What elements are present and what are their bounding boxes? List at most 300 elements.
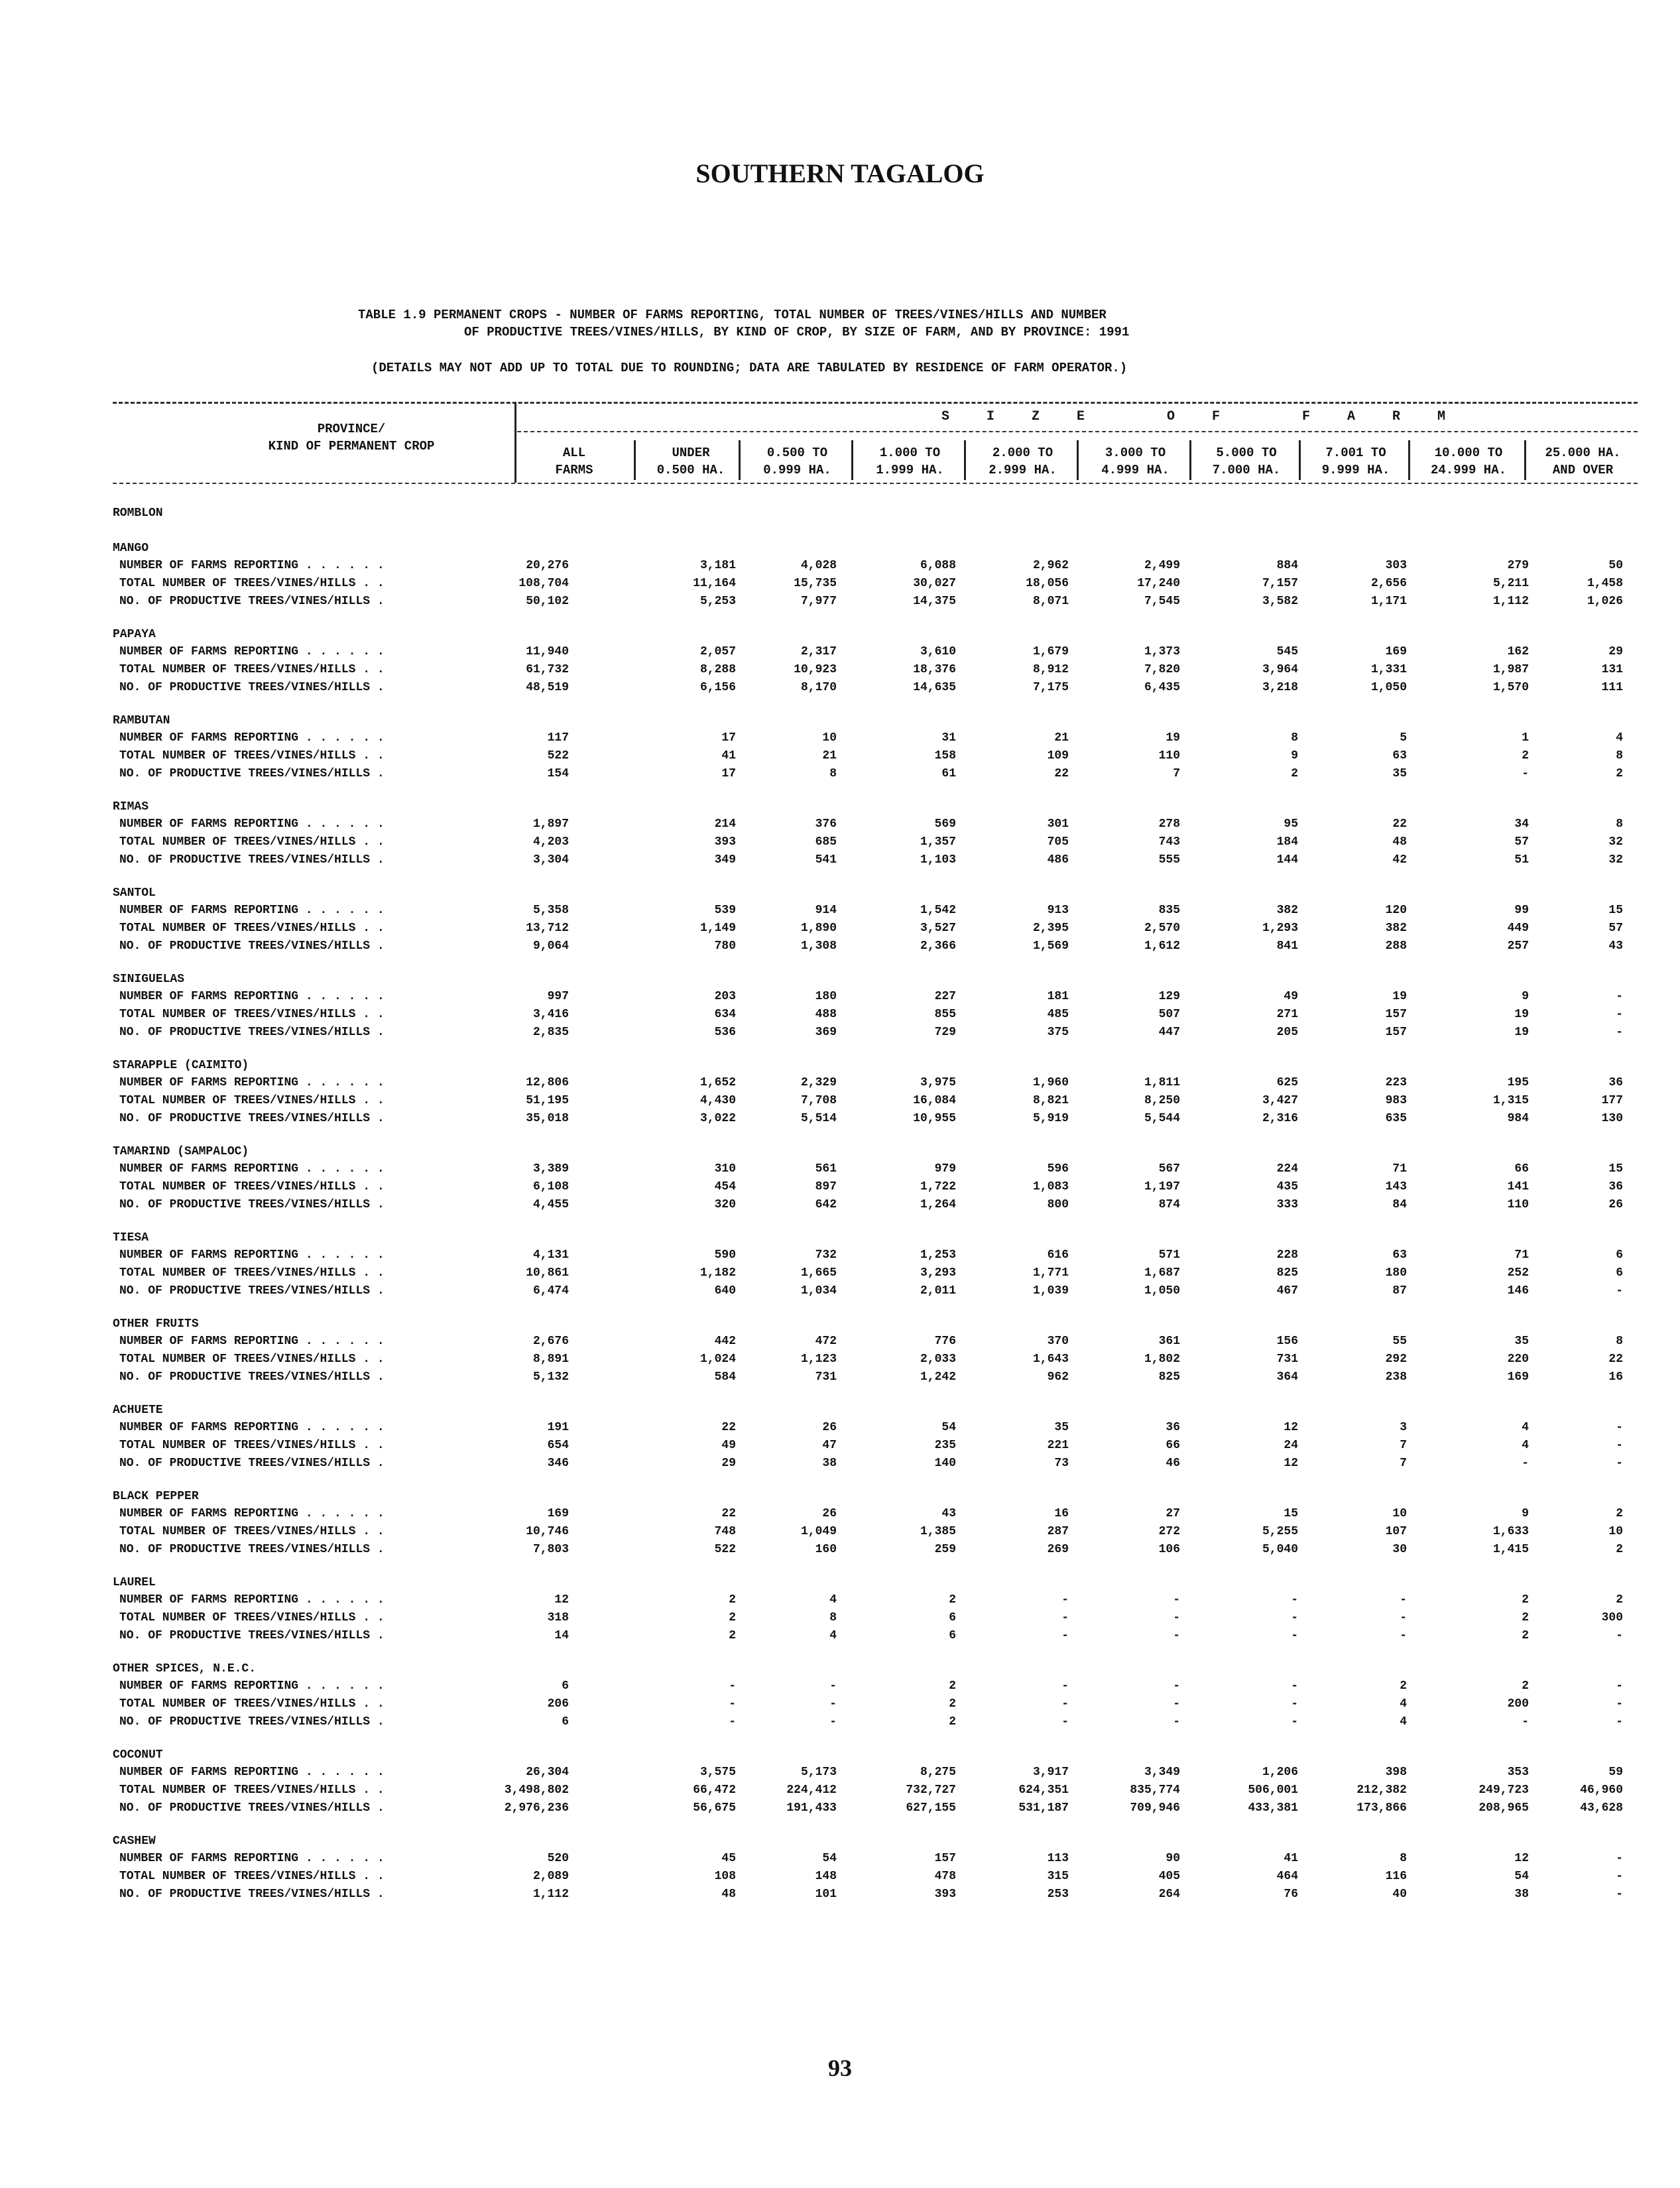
table-cell: 2,976,236 bbox=[504, 1801, 569, 1815]
table-cell: 6,435 bbox=[1144, 681, 1180, 694]
table-cell: 310 bbox=[714, 1162, 736, 1176]
table-cell: 6,474 bbox=[532, 1284, 569, 1298]
table-cell: 2 bbox=[1291, 767, 1298, 780]
table-cell: - bbox=[729, 1679, 736, 1693]
table-cell: 2 bbox=[949, 1715, 956, 1729]
table-cell: 979 bbox=[934, 1162, 956, 1176]
table-cell: 627,155 bbox=[906, 1801, 956, 1815]
table-cell: 3,610 bbox=[920, 645, 956, 658]
table-cell: 2,656 bbox=[1370, 577, 1407, 590]
table-cell: 442 bbox=[714, 1335, 736, 1348]
table-cell: 29 bbox=[721, 1457, 736, 1470]
row-label: NUMBER OF FARMS REPORTING . . . . . . bbox=[119, 559, 385, 572]
table-cell: 1,458 bbox=[1587, 577, 1623, 590]
table-cell: 36 bbox=[1608, 1180, 1623, 1193]
crop-block bbox=[113, 626, 1638, 697]
table-cell: 8,250 bbox=[1144, 1094, 1180, 1107]
column-header-10-line2: AND OVER bbox=[1552, 463, 1614, 477]
crop-block bbox=[113, 1746, 1638, 1817]
table-cell: 984 bbox=[1507, 1112, 1529, 1125]
table-cell: 376 bbox=[815, 818, 837, 831]
table-cell: - bbox=[1061, 1697, 1069, 1711]
table-cell: 539 bbox=[714, 904, 736, 917]
table-cell: - bbox=[1616, 1457, 1623, 1470]
table-cell: 731 bbox=[1276, 1353, 1298, 1366]
table-cell: 2 bbox=[1616, 767, 1623, 780]
table-cell: - bbox=[729, 1715, 736, 1729]
table-cell: 57 bbox=[1514, 835, 1529, 849]
table-cell: 154 bbox=[547, 767, 569, 780]
table-cell: 1,039 bbox=[1032, 1284, 1069, 1298]
table-row bbox=[113, 851, 1638, 869]
table-cell: - bbox=[1616, 1421, 1623, 1434]
table-cell: - bbox=[1522, 1457, 1529, 1470]
table-cell: 7 bbox=[1400, 1457, 1407, 1470]
table-cell: 488 bbox=[815, 1008, 837, 1021]
table-cell: 38 bbox=[1514, 1888, 1529, 1901]
table-cell: 1,083 bbox=[1032, 1180, 1069, 1193]
table-cell: 157 bbox=[934, 1852, 956, 1865]
column-divider bbox=[851, 440, 853, 480]
table-cell: 825 bbox=[1276, 1266, 1298, 1280]
row-label: TOTAL NUMBER OF TREES/VINES/HILLS . . bbox=[119, 835, 385, 849]
row-label: NO. OF PRODUCTIVE TREES/VINES/HILLS . bbox=[119, 1801, 385, 1815]
table-cell: 129 bbox=[1158, 990, 1180, 1003]
table-cell: 4,131 bbox=[532, 1248, 569, 1262]
table-cell: - bbox=[1291, 1679, 1298, 1693]
table-cell: 109 bbox=[1047, 749, 1069, 762]
table-row bbox=[113, 1782, 1638, 1799]
row-label: NO. OF PRODUCTIVE TREES/VINES/HILLS . bbox=[119, 1629, 385, 1642]
table-cell: - bbox=[829, 1697, 837, 1711]
table-title-line2: OF PRODUCTIVE TREES/VINES/HILLS, BY KIND OF CROP, BY SIZE OF FARM, AND BY PROVINCE: 1991 bbox=[464, 325, 1130, 339]
table-cell: 50,102 bbox=[526, 595, 569, 608]
table-row bbox=[113, 1591, 1638, 1609]
table-cell: 2,057 bbox=[699, 645, 736, 658]
table-cell: 2 bbox=[949, 1593, 956, 1607]
table-cell: 63 bbox=[1392, 1248, 1407, 1262]
table-cell: 1,103 bbox=[920, 853, 956, 867]
table-cell: - bbox=[1616, 1629, 1623, 1642]
table-cell: 8 bbox=[1400, 1852, 1407, 1865]
table-cell: 4,455 bbox=[532, 1198, 569, 1211]
table-cell: 705 bbox=[1047, 835, 1069, 849]
table-cell: 1,024 bbox=[699, 1353, 736, 1366]
table-cell: 485 bbox=[1047, 1008, 1069, 1021]
table-row bbox=[113, 765, 1638, 783]
table-cell: 2,676 bbox=[532, 1335, 569, 1348]
table-cell: 1,308 bbox=[800, 940, 837, 953]
column-header-2-line2: 0.500 HA. bbox=[656, 463, 725, 477]
table-cell: 1,026 bbox=[1587, 595, 1623, 608]
table-cell: 567 bbox=[1158, 1162, 1180, 1176]
table-cell: 2 bbox=[1522, 1679, 1529, 1693]
table-cell: 107 bbox=[1385, 1525, 1407, 1538]
table-cell: 212,382 bbox=[1356, 1784, 1407, 1797]
table-cell: 454 bbox=[714, 1180, 736, 1193]
table-cell: - bbox=[1616, 990, 1623, 1003]
table-cell: 84 bbox=[1392, 1198, 1407, 1211]
stub-divider bbox=[514, 402, 516, 483]
crop-name: SANTOL bbox=[113, 886, 156, 900]
table-cell: 7,175 bbox=[1032, 681, 1069, 694]
table-cell: 364 bbox=[1276, 1370, 1298, 1384]
table-cell: - bbox=[1173, 1715, 1180, 1729]
table-cell: 22 bbox=[1392, 818, 1407, 831]
table-cell: - bbox=[1291, 1697, 1298, 1711]
table-cell: 5,358 bbox=[532, 904, 569, 917]
table-row bbox=[113, 747, 1638, 765]
table-cell: 20,276 bbox=[526, 559, 569, 572]
column-divider bbox=[739, 440, 741, 480]
table-cell: 584 bbox=[714, 1370, 736, 1384]
table-cell: 66 bbox=[1166, 1439, 1180, 1452]
table-cell: 1,385 bbox=[920, 1525, 956, 1538]
row-label: NO. OF PRODUCTIVE TREES/VINES/HILLS . bbox=[119, 595, 385, 608]
column-divider bbox=[1408, 440, 1410, 480]
crop-name: RAMBUTAN bbox=[113, 714, 170, 727]
province-name: ROMBLON bbox=[113, 507, 163, 520]
row-label: TOTAL NUMBER OF TREES/VINES/HILLS . . bbox=[119, 1870, 385, 1883]
column-header-2-line1: UNDER bbox=[672, 446, 710, 460]
table-cell: 841 bbox=[1276, 940, 1298, 953]
table-cell: 2 bbox=[1616, 1507, 1623, 1520]
table-cell: 36 bbox=[1166, 1421, 1180, 1434]
row-label: NUMBER OF FARMS REPORTING . . . . . . bbox=[119, 1421, 385, 1434]
column-header-3-line2: 0.999 HA. bbox=[763, 463, 831, 477]
table-cell: 253 bbox=[1047, 1888, 1069, 1901]
table-cell: 169 bbox=[547, 1507, 569, 1520]
table-cell: 2,316 bbox=[1262, 1112, 1298, 1125]
table-row bbox=[113, 1850, 1638, 1868]
table-cell: 4 bbox=[1522, 1421, 1529, 1434]
table-cell: 6 bbox=[949, 1629, 956, 1642]
table-cell: 191,433 bbox=[786, 1801, 837, 1815]
table-cell: 1,206 bbox=[1262, 1766, 1298, 1779]
table-cell: 561 bbox=[815, 1162, 837, 1176]
table-row bbox=[113, 1523, 1638, 1541]
table-cell: 1,570 bbox=[1492, 681, 1529, 694]
table-row bbox=[113, 1799, 1638, 1817]
table-cell: 2 bbox=[1522, 1629, 1529, 1642]
table-cell: 22 bbox=[721, 1421, 736, 1434]
table-cell: 1,242 bbox=[920, 1370, 956, 1384]
table-row bbox=[113, 1110, 1638, 1128]
table-cell: 15 bbox=[1284, 1507, 1298, 1520]
table-row bbox=[113, 1541, 1638, 1559]
table-cell: 45 bbox=[721, 1852, 736, 1865]
table-cell: 1,197 bbox=[1144, 1180, 1180, 1193]
table-cell: 507 bbox=[1158, 1008, 1180, 1021]
table-cell: 315 bbox=[1047, 1870, 1069, 1883]
column-header-4-line2: 1.999 HA. bbox=[876, 463, 944, 477]
table-cell: 5,255 bbox=[1262, 1525, 1298, 1538]
table-cell: 393 bbox=[934, 1888, 956, 1901]
table-row bbox=[113, 1505, 1638, 1523]
table-cell: 144 bbox=[1276, 853, 1298, 867]
crop-block bbox=[113, 1574, 1638, 1645]
table-row bbox=[113, 1886, 1638, 1904]
crop-block bbox=[113, 1315, 1638, 1386]
table-row bbox=[113, 661, 1638, 679]
table-cell: 173,866 bbox=[1356, 1801, 1407, 1815]
table-cell: 177 bbox=[1601, 1094, 1623, 1107]
header-top-rule bbox=[113, 402, 1638, 404]
table-cell: 1,890 bbox=[800, 922, 837, 935]
table-cell: 12 bbox=[554, 1593, 569, 1607]
table-cell: 41 bbox=[721, 749, 736, 762]
table-cell: 1,112 bbox=[1492, 595, 1529, 608]
table-cell: 3,427 bbox=[1262, 1094, 1298, 1107]
table-cell: 9 bbox=[1522, 1507, 1529, 1520]
table-cell: 224,412 bbox=[786, 1784, 837, 1797]
table-cell: 292 bbox=[1385, 1353, 1407, 1366]
table-cell: - bbox=[1173, 1629, 1180, 1642]
table-cell: 17,240 bbox=[1137, 577, 1180, 590]
table-cell: 32 bbox=[1608, 853, 1623, 867]
table-cell: 1,987 bbox=[1492, 663, 1529, 676]
table-cell: 1,123 bbox=[800, 1353, 837, 1366]
table-cell: 914 bbox=[815, 904, 837, 917]
table-cell: 1,612 bbox=[1144, 940, 1180, 953]
table-cell: 158 bbox=[934, 749, 956, 762]
row-label: TOTAL NUMBER OF TREES/VINES/HILLS . . bbox=[119, 1611, 385, 1624]
table-cell: 478 bbox=[934, 1870, 956, 1883]
table-cell: 3,022 bbox=[699, 1112, 736, 1125]
table-cell: 2,570 bbox=[1144, 922, 1180, 935]
table-cell: 48 bbox=[1392, 835, 1407, 849]
table-cell: 19 bbox=[1392, 990, 1407, 1003]
table-cell: 162 bbox=[1507, 645, 1529, 658]
table-cell: 8,275 bbox=[920, 1766, 956, 1779]
table-cell: 35,018 bbox=[526, 1112, 569, 1125]
table-cell: 433,381 bbox=[1248, 1801, 1298, 1815]
table-cell: 38 bbox=[822, 1457, 837, 1470]
header-bottom-rule bbox=[113, 483, 1638, 484]
table-cell: 642 bbox=[815, 1198, 837, 1211]
row-label: NO. OF PRODUCTIVE TREES/VINES/HILLS . bbox=[119, 767, 385, 780]
table-cell: - bbox=[1173, 1611, 1180, 1624]
table-cell: 10,746 bbox=[526, 1525, 569, 1538]
table-cell: 835,774 bbox=[1130, 1784, 1180, 1797]
table-cell: 2,366 bbox=[920, 940, 956, 953]
table-cell: - bbox=[1400, 1593, 1407, 1607]
column-header-5-line1: 2.000 TO bbox=[992, 446, 1053, 460]
table-row bbox=[113, 1074, 1638, 1092]
table-cell: 1,264 bbox=[920, 1198, 956, 1211]
table-cell: 1,293 bbox=[1262, 922, 1298, 935]
table-cell: 353 bbox=[1507, 1766, 1529, 1779]
table-cell: 5,132 bbox=[532, 1370, 569, 1384]
table-cell: 36 bbox=[1608, 1076, 1623, 1089]
column-header-9-line1: 10.000 TO bbox=[1434, 446, 1503, 460]
table-cell: 3,498,802 bbox=[504, 1784, 569, 1797]
column-header-7-line1: 5.000 TO bbox=[1216, 446, 1277, 460]
table-cell: 12 bbox=[1514, 1852, 1529, 1865]
table-cell: - bbox=[1616, 1715, 1623, 1729]
table-cell: 1,679 bbox=[1032, 645, 1069, 658]
table-cell: 55 bbox=[1392, 1335, 1407, 1348]
crop-block bbox=[113, 1402, 1638, 1473]
table-cell: 12 bbox=[1284, 1457, 1298, 1470]
crop-block bbox=[113, 1660, 1638, 1731]
table-cell: 180 bbox=[815, 990, 837, 1003]
table-cell: - bbox=[1173, 1593, 1180, 1607]
row-label: TOTAL NUMBER OF TREES/VINES/HILLS . . bbox=[119, 1180, 385, 1193]
table-cell: 590 bbox=[714, 1248, 736, 1262]
row-label: TOTAL NUMBER OF TREES/VINES/HILLS . . bbox=[119, 749, 385, 762]
table-cell: 9 bbox=[1522, 990, 1529, 1003]
table-cell: 541 bbox=[815, 853, 837, 867]
table-cell: 467 bbox=[1276, 1284, 1298, 1298]
table-cell: 1,722 bbox=[920, 1180, 956, 1193]
crop-block bbox=[113, 884, 1638, 955]
table-cell: - bbox=[1616, 1679, 1623, 1693]
table-cell: 19 bbox=[1514, 1026, 1529, 1039]
table-cell: 4 bbox=[829, 1593, 837, 1607]
table-cell: 2,317 bbox=[800, 645, 837, 658]
table-cell: 8 bbox=[829, 1611, 837, 1624]
table-cell: 449 bbox=[1507, 922, 1529, 935]
table-cell: 520 bbox=[547, 1852, 569, 1865]
table-cell: 49 bbox=[721, 1439, 736, 1452]
table-cell: 22 bbox=[1054, 767, 1069, 780]
crop-block bbox=[113, 1833, 1638, 1904]
table-cell: 35 bbox=[1054, 1421, 1069, 1434]
table-cell: 46,960 bbox=[1580, 1784, 1623, 1797]
table-cell: - bbox=[1061, 1611, 1069, 1624]
table-cell: 1,112 bbox=[532, 1888, 569, 1901]
table-cell: 6 bbox=[562, 1679, 569, 1693]
row-label: NUMBER OF FARMS REPORTING . . . . . . bbox=[119, 904, 385, 917]
table-cell: 30,027 bbox=[913, 577, 956, 590]
table-cell: 303 bbox=[1385, 559, 1407, 572]
table-cell: 8 bbox=[1291, 731, 1298, 745]
table-cell: 7,708 bbox=[800, 1094, 837, 1107]
table-cell: 1,771 bbox=[1032, 1266, 1069, 1280]
crop-name: ACHUETE bbox=[113, 1404, 163, 1417]
table-row bbox=[113, 1713, 1638, 1731]
row-label: NO. OF PRODUCTIVE TREES/VINES/HILLS . bbox=[119, 1284, 385, 1298]
table-cell: - bbox=[1616, 1852, 1623, 1865]
table-cell: 2 bbox=[1400, 1679, 1407, 1693]
table-cell: - bbox=[1291, 1629, 1298, 1642]
table-cell: 370 bbox=[1047, 1335, 1069, 1348]
table-cell: 3 bbox=[1400, 1421, 1407, 1434]
table-cell: - bbox=[829, 1715, 837, 1729]
table-cell: 238 bbox=[1385, 1370, 1407, 1384]
column-divider bbox=[1524, 440, 1526, 480]
table-cell: - bbox=[1616, 1439, 1623, 1452]
table-cell: 1,357 bbox=[920, 835, 956, 849]
table-cell: 10 bbox=[1392, 1507, 1407, 1520]
table-cell: 249,723 bbox=[1478, 1784, 1529, 1797]
table-cell: - bbox=[1616, 1008, 1623, 1021]
table-cell: 729 bbox=[934, 1026, 956, 1039]
table-cell: 31 bbox=[941, 731, 956, 745]
table-cell: 897 bbox=[815, 1180, 837, 1193]
table-cell: 776 bbox=[934, 1335, 956, 1348]
table-row bbox=[113, 575, 1638, 593]
table-cell: 8,912 bbox=[1032, 663, 1069, 676]
table-cell: 257 bbox=[1507, 940, 1529, 953]
table-cell: 8,288 bbox=[699, 663, 736, 676]
row-label: NUMBER OF FARMS REPORTING . . . . . . bbox=[119, 1076, 385, 1089]
table-cell: 1,652 bbox=[699, 1076, 736, 1089]
table-cell: 76 bbox=[1284, 1888, 1298, 1901]
table-cell: 29 bbox=[1608, 645, 1623, 658]
table-cell: 624,351 bbox=[1018, 1784, 1069, 1797]
crop-name: OTHER SPICES, N.E.C. bbox=[113, 1662, 257, 1675]
table-row bbox=[113, 833, 1638, 851]
table-cell: 983 bbox=[1385, 1094, 1407, 1107]
table-cell: 536 bbox=[714, 1026, 736, 1039]
table-row bbox=[113, 1092, 1638, 1110]
table-row bbox=[113, 729, 1638, 747]
table-cell: 279 bbox=[1507, 559, 1529, 572]
table-cell: - bbox=[1400, 1611, 1407, 1624]
table-row bbox=[113, 1868, 1638, 1886]
page-number: 93 bbox=[828, 2055, 852, 2081]
table-cell: - bbox=[1616, 1026, 1623, 1039]
table-cell: 732 bbox=[815, 1248, 837, 1262]
table-cell: 3,349 bbox=[1144, 1766, 1180, 1779]
crop-name: TAMARIND (SAMPALOC) bbox=[113, 1145, 249, 1158]
table-cell: 16 bbox=[1054, 1507, 1069, 1520]
table-cell: 1,569 bbox=[1032, 940, 1069, 953]
table-cell: 17 bbox=[721, 731, 736, 745]
table-cell: 15,735 bbox=[794, 577, 837, 590]
table-cell: 748 bbox=[714, 1525, 736, 1538]
table-cell: 962 bbox=[1047, 1370, 1069, 1384]
table-cell: 271 bbox=[1276, 1008, 1298, 1021]
table-cell: 825 bbox=[1158, 1370, 1180, 1384]
crop-name: BLACK PEPPER bbox=[113, 1490, 199, 1503]
table-cell: 1,253 bbox=[920, 1248, 956, 1262]
table-cell: 106 bbox=[1158, 1543, 1180, 1556]
table-cell: 709,946 bbox=[1130, 1801, 1180, 1815]
table-cell: 435 bbox=[1276, 1180, 1298, 1193]
table-cell: 6 bbox=[1616, 1248, 1623, 1262]
table-cell: 49 bbox=[1284, 990, 1298, 1003]
table-cell: 531,187 bbox=[1018, 1801, 1069, 1815]
table-cell: 5,544 bbox=[1144, 1112, 1180, 1125]
table-cell: 157 bbox=[1385, 1008, 1407, 1021]
table-cell: 110 bbox=[1507, 1198, 1529, 1211]
table-cell: 625 bbox=[1276, 1076, 1298, 1089]
table-cell: 143 bbox=[1385, 1180, 1407, 1193]
table-cell: 1,373 bbox=[1144, 645, 1180, 658]
table-row bbox=[113, 1609, 1638, 1627]
table-cell: 220 bbox=[1507, 1353, 1529, 1366]
table-cell: 16 bbox=[1608, 1370, 1623, 1384]
table-cell: 997 bbox=[547, 990, 569, 1003]
row-label: TOTAL NUMBER OF TREES/VINES/HILLS . . bbox=[119, 1266, 385, 1280]
table-cell: 42 bbox=[1392, 853, 1407, 867]
table-cell: 34 bbox=[1514, 818, 1529, 831]
table-cell: 884 bbox=[1276, 559, 1298, 572]
row-label: NO. OF PRODUCTIVE TREES/VINES/HILLS . bbox=[119, 853, 385, 867]
table-cell: 15 bbox=[1608, 1162, 1623, 1176]
table-cell: 99 bbox=[1514, 904, 1529, 917]
table-cell: 180 bbox=[1385, 1266, 1407, 1280]
table-cell: 780 bbox=[714, 940, 736, 953]
table-cell: 3,975 bbox=[920, 1076, 956, 1089]
table-cell: 743 bbox=[1158, 835, 1180, 849]
table-cell: 2,499 bbox=[1144, 559, 1180, 572]
table-cell: 87 bbox=[1392, 1284, 1407, 1298]
table-cell: 4,203 bbox=[532, 835, 569, 849]
